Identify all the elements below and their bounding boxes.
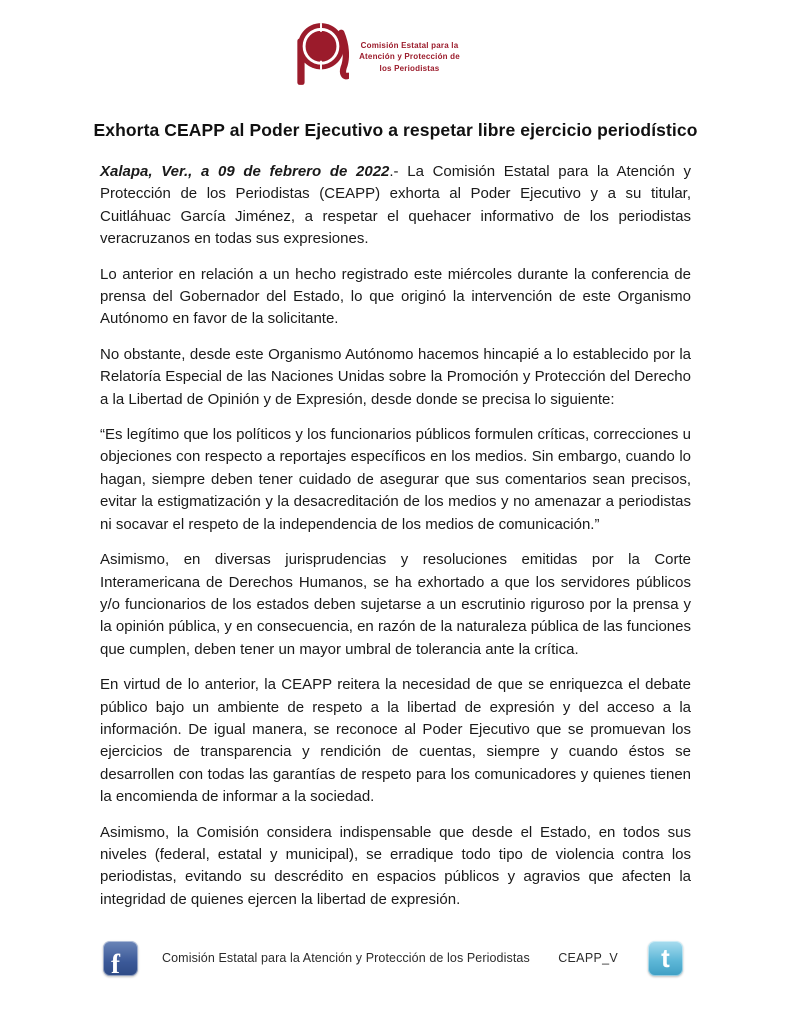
ceapp-pa-logo-icon [293,20,349,88]
quote-paragraph: “Es legítimo que los políticos y los funcionarios públicos formulen críticas, correcciones u objeciones con respecto a reportajes específicos en los medios. Sin embargo, cuando lo hagan, siempre deben tener cuidado de asegurar que sus comentarios sean precisos, evitar la estigmatización y la desacreditación de los medios y no amenazar a periodistas ni socavar el respeto de la independencia de los medios de comunicación.” [100,426,691,533]
lead-paragraph [100,161,691,251]
twitter-handle: CEAPP_V [558,951,618,965]
paragraph: Asimismo, en diversas jurisprudencias y resoluciones emitidas por la Corte Interamericana de Derechos Humanos, se ha exhortado a que los servidores públicos y/o funcionarios de los estados deben sujetarse a un escrutinio riguroso por la prensa y la opinión pública, y en consecuencia, en razón de la naturaleza pública de las funciones que cumplen, deben tener un mayor umbral de tolerancia ante la crítica. [100,551,691,658]
logo-org-line: Atención y Protección de [359,52,460,62]
header [0,0,791,88]
page-title: Exhorta CEAPP al Poder Ejecutivo a respetar libre ejercicio periodístico [93,120,698,140]
document-body [100,161,691,911]
footer-facebook-label: Comisión Estatal para la Atención y Protección de los Periodistas [162,951,530,965]
logo-org-line: Comisión Estatal para la [360,40,459,50]
paragraph: Asimismo, la Comisión considera indispensable que desde el Estado, en todos sus niveles (federal, estatal y municipal), se erradique todo tipo de violencia contra los periodistas, evitando su descrédito en espacios públicos y agravios que afecten la integridad de quienes ejercen la libertad de expresión. [100,823,691,908]
logo-org-line: los Periodistas [379,63,440,73]
logo-block [293,20,460,88]
twitter-icon[interactable] [648,941,683,976]
twitter-letter: t [661,942,670,973]
footer [103,938,683,978]
paragraph: Lo anterior en relación a un hecho registrado este miércoles durante la conferencia de prensa del Gobernador del Estado, lo que originó la intervención de este Organismo Autónomo en favor de la solicitante. [100,265,691,328]
dateline: Xalapa, Ver., a 09 de febrero de 2022 [100,163,390,180]
logo-org-name [359,40,460,75]
paragraph: No obstante, desde este Organismo Autónomo hacemos hincapié a lo establecido por la Relatoría Especial de las Naciones Unidas sobre la Promoción y Protección del Derecho a la Libertad de Opinión y de Expresión, desde donde se precisa lo siguiente: [100,345,691,408]
dateline-separator: .- [389,163,399,180]
facebook-letter: f [111,948,120,976]
facebook-icon[interactable] [103,941,138,976]
lead-text: La Comisión Estatal para la Atención y Protección de los Periodistas (CEAPP) exhorta al Poder Ejecutivo y a su titular, Cuitláhuac García Jiménez, a respetar el quehacer informativo de los periodistas veracruzanos en todas sus expresiones. [100,163,692,248]
paragraph: En virtud de lo anterior, la CEAPP reitera la necesidad de que se enriquezca el debate público bajo un ambiente de respeto a la libertad de expresión y del acceso a la información. De igual manera, se reconoce al Poder Ejecutivo que se promuevan los ejercicios de transparencia y rendición de cuentas, siempre y cuando éstos se desarrollen con todas las garantías de respeto para los comunicadores y quienes tienen la encomienda de informar a la sociedad. [100,676,691,806]
